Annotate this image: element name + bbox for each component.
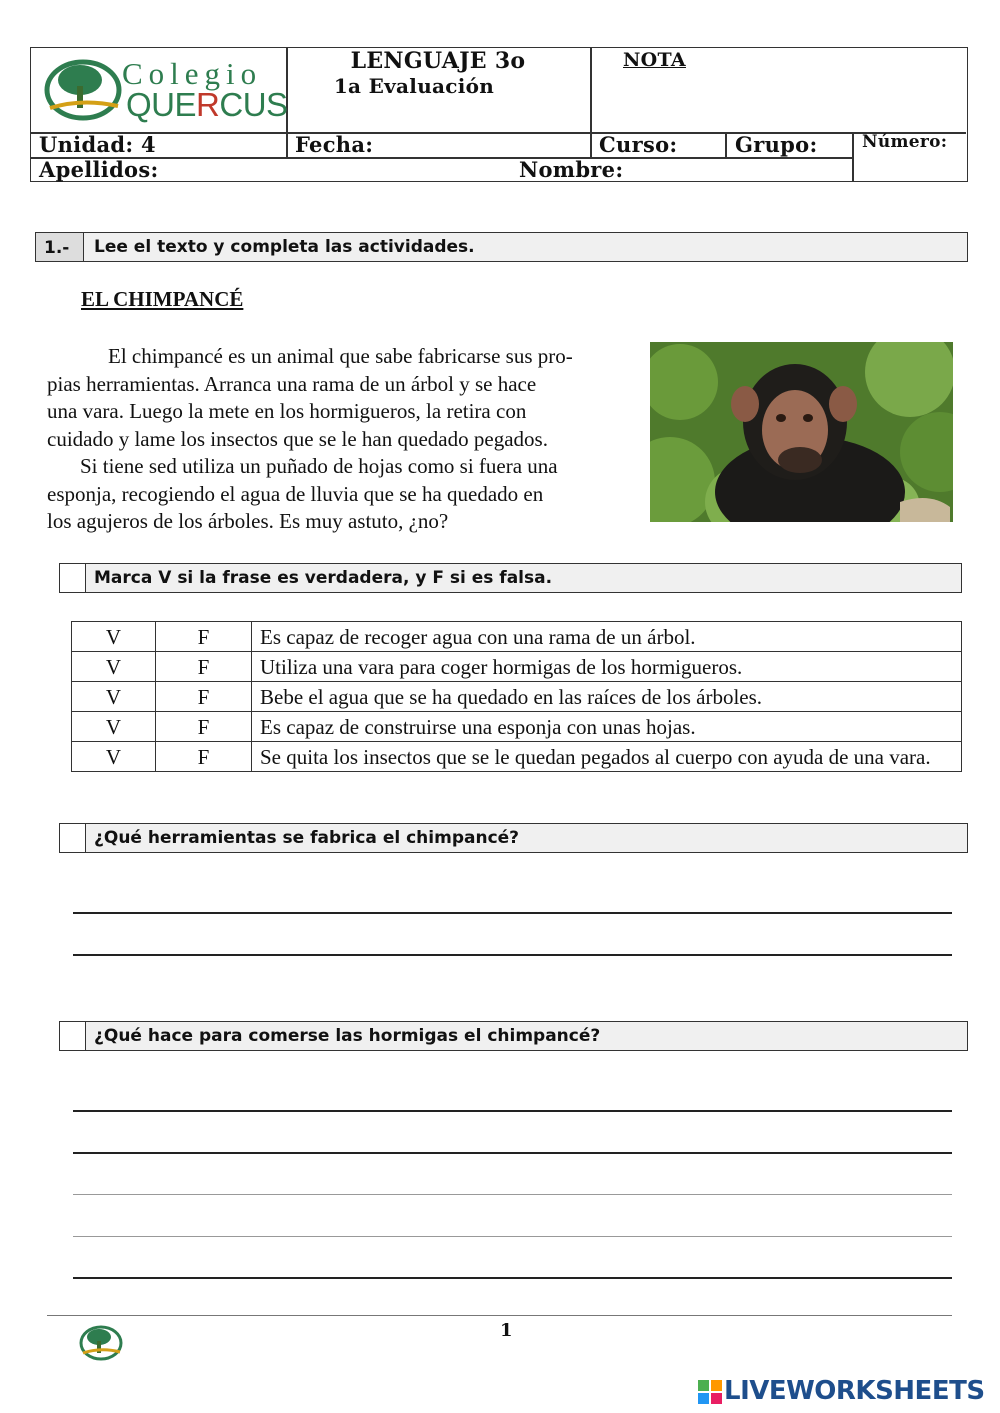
answer-line[interactable] [73, 1194, 952, 1195]
table-row [72, 682, 962, 712]
chimpanzee-photo [650, 342, 953, 522]
question3-text: ¿Qué hace para comerse las hormigas el chimpancé? [94, 1026, 601, 1046]
answer-line[interactable] [73, 954, 952, 956]
logo-word-quercus: QUERCUS [126, 86, 288, 123]
unidad-label: Unidad: 4 [39, 132, 156, 157]
section1-number: 1.- [36, 233, 84, 261]
footer-logo-icon [78, 1323, 124, 1361]
reading-line: cuidado y lame los insectos que se le han quedado pegados. [47, 426, 548, 451]
page-number: 1 [500, 1320, 513, 1341]
table-row [72, 742, 962, 772]
question3-bar [59, 1021, 968, 1051]
liveworksheets-logo-icon [698, 1380, 722, 1404]
answer-line[interactable] [73, 1236, 952, 1237]
nombre-label: Nombre: [519, 157, 624, 182]
reading-line: El chimpancé es un animal que sabe fabricarse sus pro- [108, 344, 573, 368]
v-option[interactable]: V [72, 682, 156, 712]
answer-line[interactable] [73, 1277, 952, 1279]
answer-line[interactable] [73, 1110, 952, 1112]
answer-line[interactable] [73, 1152, 952, 1154]
question2-text: ¿Qué herramientas se fabrica el chimpancé? [94, 828, 520, 848]
logo-word-colegio: Colegio [122, 56, 263, 91]
f-option[interactable]: F [156, 712, 252, 742]
statement: Se quita los insectos que se le quedan pegados al cuerpo con ayuda de una vara. [252, 742, 962, 772]
reading-title: EL CHIMPANCÉ [81, 287, 244, 311]
evaluation-title: 1a Evaluación [333, 74, 495, 98]
statement: Es capaz de recoger agua con una rama de un árbol. [252, 622, 962, 652]
watermark-text: LIVEWORKSHEETS [724, 1376, 985, 1406]
table-row [72, 622, 962, 652]
numero-label: Número: [862, 132, 948, 152]
statement: Bebe el agua que se ha quedado en las raíces de los árboles. [252, 682, 962, 712]
f-option[interactable]: F [156, 682, 252, 712]
apellidos-label: Apellidos: [39, 157, 159, 182]
v-option[interactable]: V [72, 742, 156, 772]
v-option[interactable]: V [72, 712, 156, 742]
statement: Utiliza una vara para coger hormigas de los hormigueros. [252, 652, 962, 682]
reading-line: una vara. Luego la mete en los hormigueros, la retira con [47, 399, 527, 423]
table-row [72, 712, 962, 742]
subject-title: LENGUAJE 3o [350, 48, 526, 74]
f-option[interactable]: F [156, 652, 252, 682]
vf-instruction: Marca V si la frase es verdadera, y F si es falsa. [94, 568, 553, 588]
school-logo-icon [42, 56, 124, 122]
curso-label: Curso: [599, 132, 678, 157]
vf-table [71, 621, 962, 772]
f-option[interactable]: F [156, 742, 252, 772]
reading-line: esponja, recogiendo el agua de lluvia que se ha quedado en [47, 481, 544, 506]
footer-divider [47, 1315, 952, 1316]
answer-line[interactable] [73, 912, 952, 914]
grupo-label: Grupo: [735, 132, 818, 157]
table-row [72, 652, 962, 682]
v-option[interactable]: V [72, 622, 156, 652]
section1-bar [35, 232, 968, 262]
question2-checkbox[interactable] [60, 824, 86, 852]
reading-line: Si tiene sed utiliza un puñado de hojas como si fuera una [80, 454, 558, 478]
fecha-label: Fecha: [295, 132, 374, 157]
v-option[interactable]: V [72, 652, 156, 682]
question3-checkbox[interactable] [60, 1022, 86, 1050]
statement: Es capaz de construirse una esponja con unas hojas. [252, 712, 962, 742]
reading-line: pias herramientas. Arranca una rama de un árbol y se hace [47, 371, 537, 396]
question2-bar [59, 823, 968, 853]
nota-label: NOTA [623, 49, 686, 71]
reading-text [47, 343, 629, 536]
reading-line: los agujeros de los árboles. Es muy astuto, ¿no? [47, 509, 449, 533]
vf-instruction-bar [59, 563, 962, 593]
vf-checkbox[interactable] [60, 564, 86, 592]
f-option[interactable]: F [156, 622, 252, 652]
section1-instruction: Lee el texto y completa las actividades. [94, 237, 475, 257]
